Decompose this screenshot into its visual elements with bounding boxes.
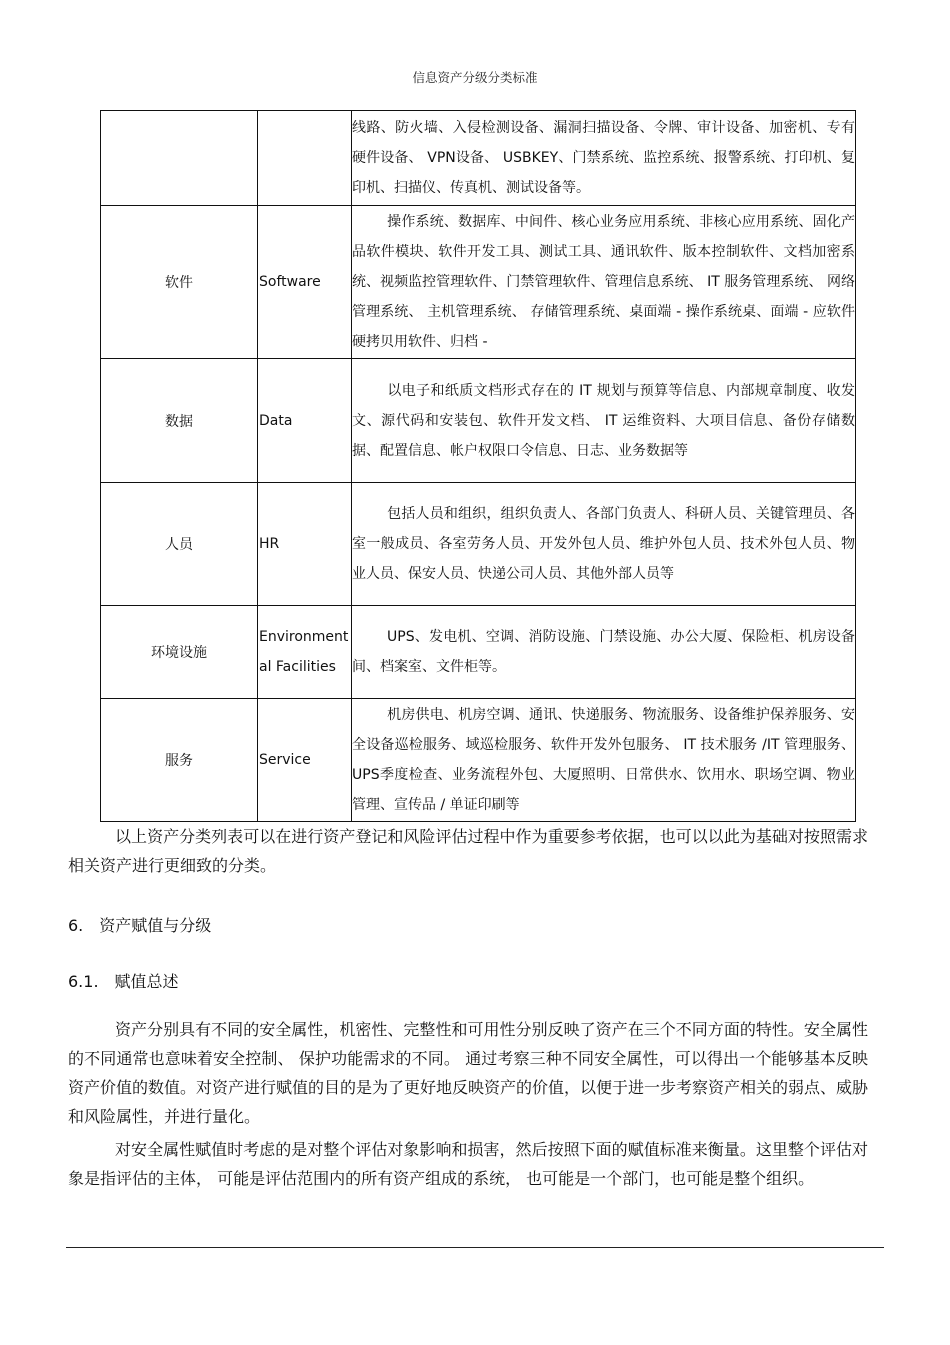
category-desc: 包括人员和组织，组织负责人、各部门负责人、科研人员、关键管理员、各室一般成员、各室劳务人员、开发外包人员、维护外包人员、技术外包人员、物业人员、保安人员、快递公司人员、其他外部人员等 xyxy=(352,506,855,582)
category-en-cell xyxy=(258,111,352,206)
category-desc: 线路、防火墙、入侵检测设备、漏洞扫描设备、令牌、审计设备、加密机、专有硬件设备、 VPN设备、 USBKEY、门禁系统、监控系统、报警系统、打印机、复印机、扫描仪、传真机、测试设备等。 xyxy=(352,120,855,196)
table-row xyxy=(101,483,856,606)
table-row xyxy=(101,606,856,699)
section-number: 6. xyxy=(68,916,84,935)
category-desc: UPS、发电机、空调、消防设施、门禁设施、办公大厦、保险柜、机房设备间、档案室、文件柜等。 xyxy=(352,629,855,675)
category-desc: 机房供电、机房空调、通讯、快递服务、物流服务、设备维护保养服务、安全设备巡检服务、域巡检服务、软件开发外包服务、 IT 技术服务 /IT 管理服务、 UPS季度检查、业务流程外包、大厦照明、日常供水、饮用水、职场空调、物业管理、宣传品 / 单证印刷等 xyxy=(352,707,855,813)
category-desc: 操作系统、数据库、中间件、核心业务应用系统、非核心应用系统、固化产品软件模块、软件开发工具、测试工具、通讯软件、版本控制软件、文档加密系统、视频监控管理软件、门禁管理软件、管理信息系统、 IT 服务管理系统、 网络管理系统、 主机管理系统、 存储管理系统、桌面端 - 操作系统桌、面端 - 应软件硬拷贝用软件、归档 - xyxy=(352,214,855,350)
paragraph-valuation-overview: 资产分别具有不同的安全属性，机密性、完整性和可用性分别反映了资产在三个不同方面的特性。安全属性的不同通常也意味着安全控制、 保护功能需求的不同。 通过考察三种不同安全属性，可以得出一个能够基本反映资产价值的数值。对资产进行赋值的目的是为了更好地反映资产的价值，以便于进一步考察资产相关的弱点、威胁和风险属性，并进行量化。 xyxy=(68,1020,869,1126)
category-cn-cell: 数据 xyxy=(101,359,258,483)
table-row xyxy=(101,111,856,206)
category-en-cell: Data xyxy=(258,359,352,483)
footer-divider xyxy=(66,1247,884,1248)
paragraph-asset-list-note: 以上资产分类列表可以在进行资产登记和风险评估过程中作为重要参考依据，也可以以此为基础对按照需求相关资产进行更细致的分类。 xyxy=(68,827,868,875)
category-en-cell: HR xyxy=(258,483,352,606)
category-desc: 以电子和纸质文档形式存在的 IT 规划与预算等信息、内部规章制度、收发文、源代码和安装包、软件开发文档、 IT 运维资料、大项目信息、备份存储数据、配置信息、帐户权限口令信息、日志、业务数据等 xyxy=(352,382,855,459)
asset-classification-table xyxy=(100,110,856,822)
category-cn-cell xyxy=(101,111,258,206)
category-en-cell: Service xyxy=(258,699,352,822)
table-row xyxy=(101,359,856,483)
table-row xyxy=(101,206,856,359)
section-title: 赋值总述 xyxy=(114,972,179,991)
page-header: 信息资产分级分类标准 xyxy=(412,70,538,85)
category-en-cell: Environmental Facilities xyxy=(258,606,352,699)
section-number: 6.1. xyxy=(68,972,99,991)
paragraph-valuation-scope: 对安全属性赋值时考虑的是对整个评估对象影响和损害，然后按照下面的赋值标准来衡量。这里整个评估对象是指评估的主体， 可能是评估范围内的所有资产组成的系统， 也可能是一个部门，也可能是整个组织。 xyxy=(68,1140,868,1188)
category-cn-cell: 人员 xyxy=(101,483,258,606)
category-cn-cell: 服务 xyxy=(101,699,258,822)
category-en-cell: Software xyxy=(258,206,352,359)
section-heading-6 xyxy=(68,913,211,936)
category-cn-cell: 软件 xyxy=(101,206,258,359)
category-cn-cell: 环境设施 xyxy=(101,606,258,699)
section-title: 资产赋值与分级 xyxy=(99,916,212,935)
section-heading-6-1 xyxy=(68,969,179,992)
table-row xyxy=(101,699,856,822)
